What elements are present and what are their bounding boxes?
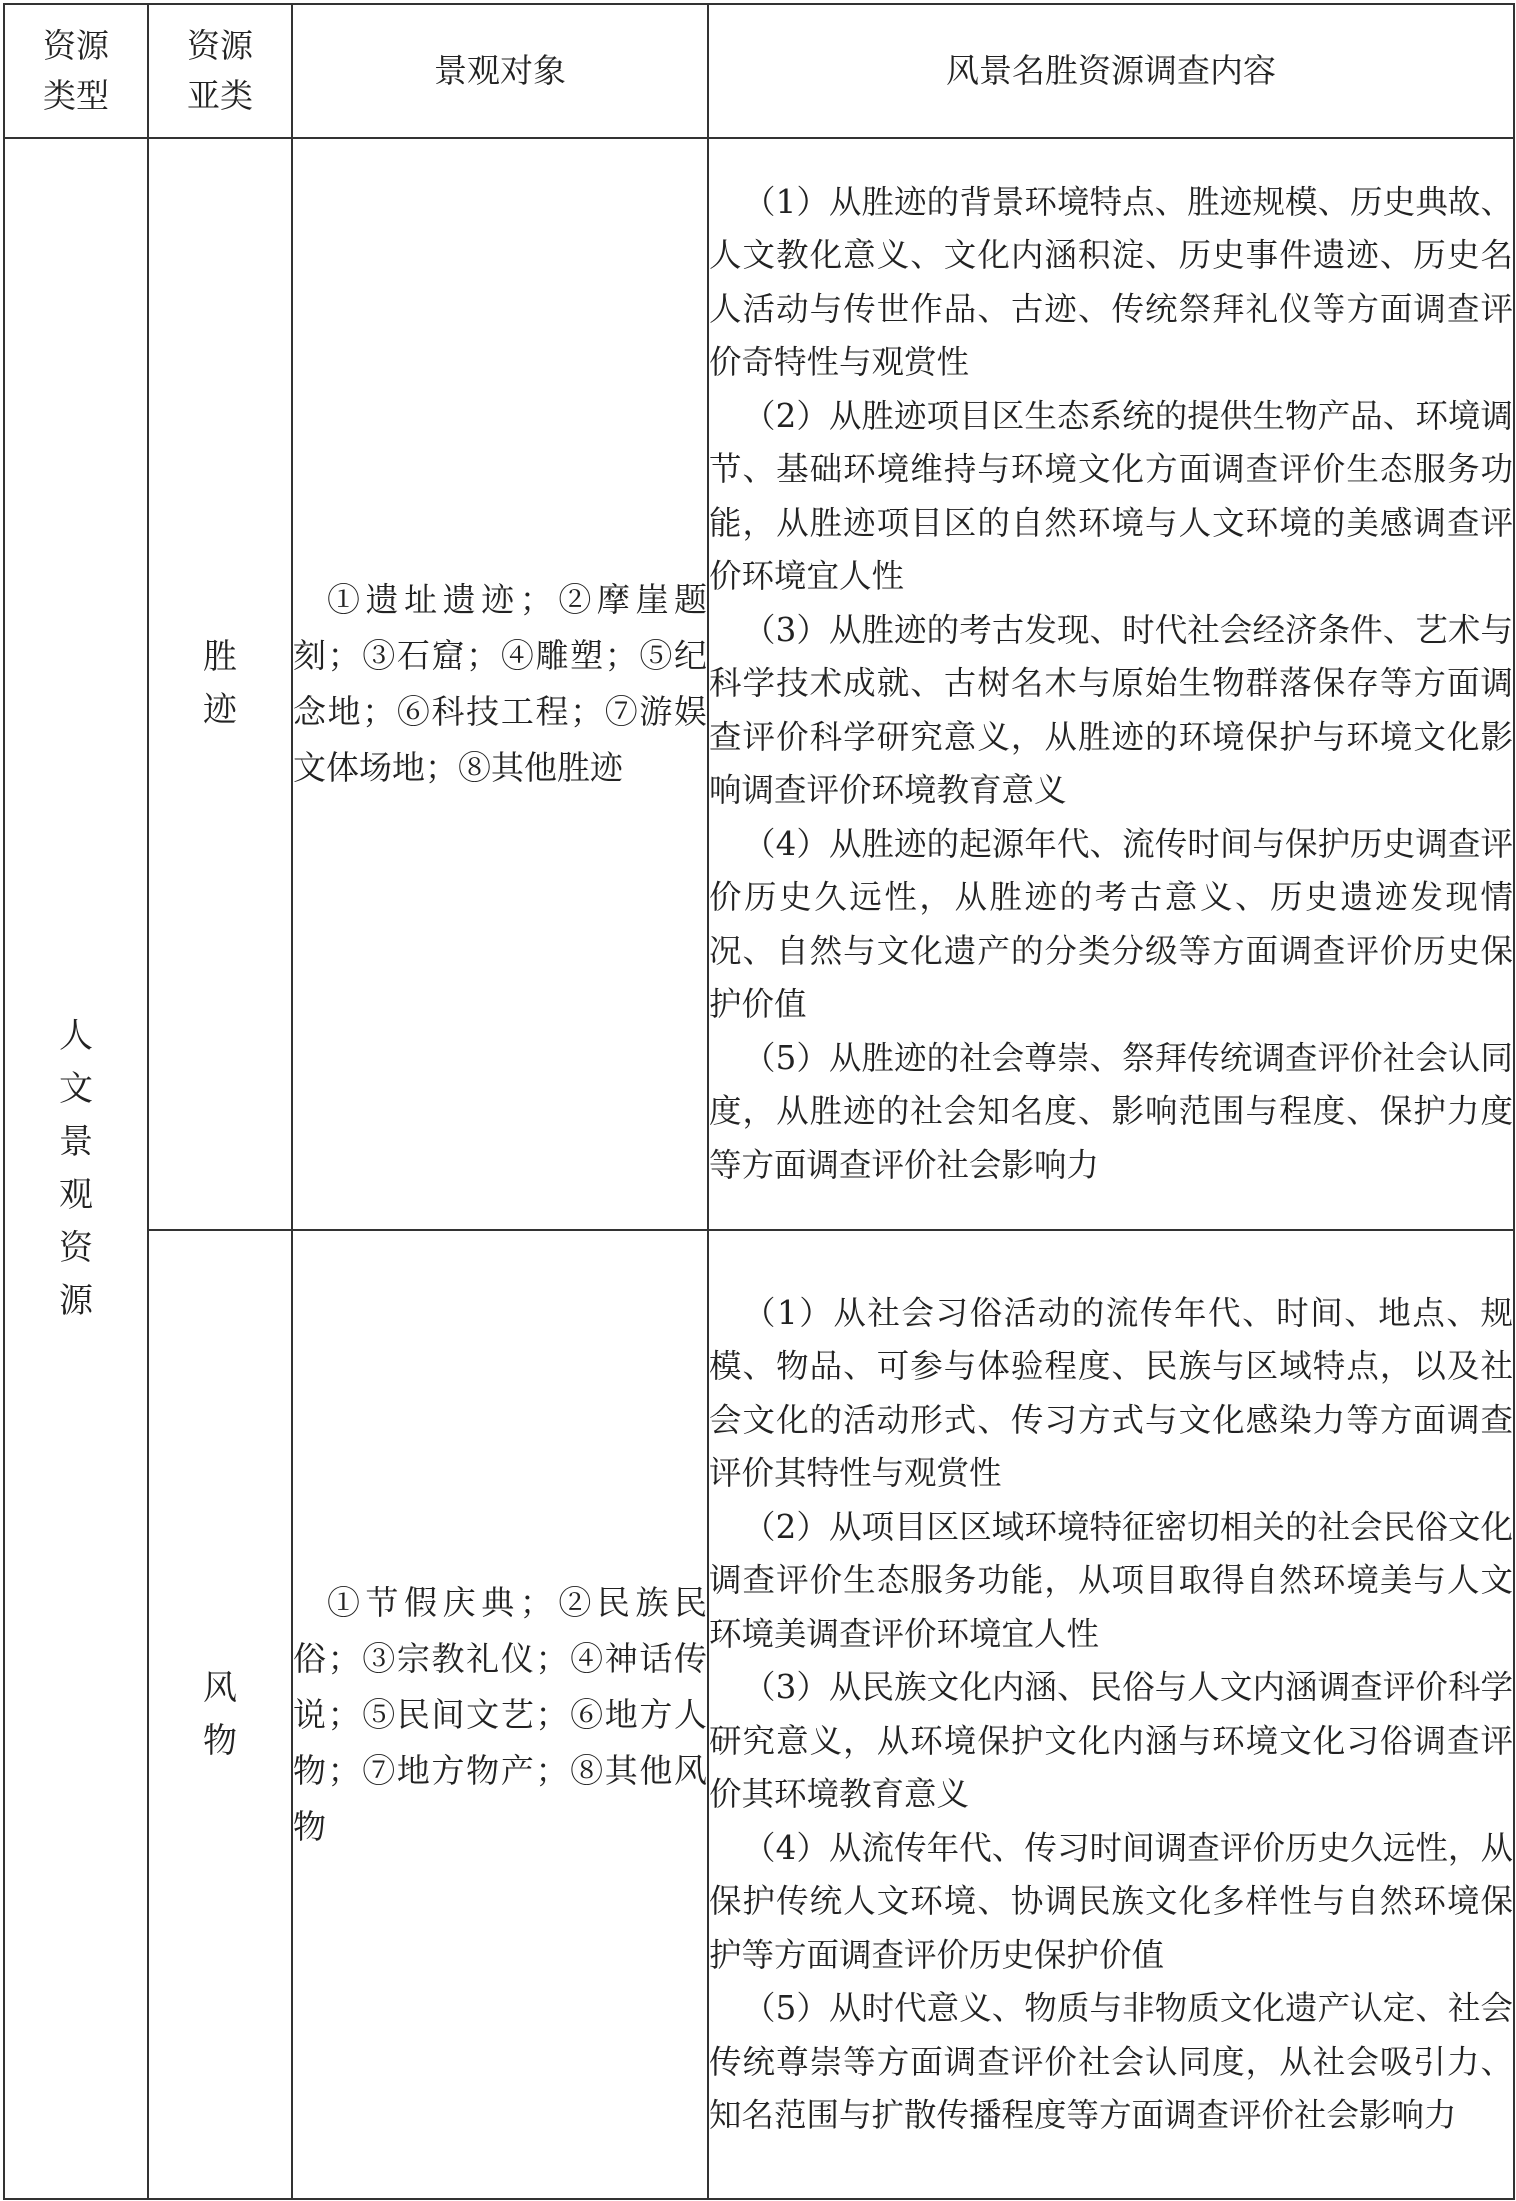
header-survey-content: 风景名胜资源调查内容 [708,4,1514,138]
content-paragraph: （5）从胜迹的社会尊崇、祭拜传统调查评价社会认同度，从胜迹的社会知名度、影响范围与程度、保护力度等方面调查评价社会影响力 [709,1038,1513,1184]
header-resource-subtype: 资源亚类 [148,4,292,138]
landscape-object-cell: ①遗址遗迹；②摩崖题刻；③石窟；④雕塑；⑤纪念地；⑥科技工程；⑦游娱文体场地；⑧其他胜迹 [292,138,708,1230]
resource-type-cell: 人文景观资源 [4,138,148,2199]
landscape-object-cell: ①节假庆典；②民族民俗；③宗教礼仪；④神话传说；⑤民间文艺；⑥地方人物；⑦地方物产；⑧其他风物 [292,1230,708,2199]
content-paragraph: （3）从胜迹的考古发现、时代社会经济条件、艺术与科学技术成就、古树名木与原始生物群落保存等方面调查评价科学研究意义，从胜迹的环境保护与环境文化影响调查评价环境教育意义 [709,610,1513,810]
header-landscape-object: 景观对象 [292,4,708,138]
table-row [4,1230,1514,2199]
subtype-cell: 风物 [148,1230,292,2199]
content-paragraph: （3）从民族文化内涵、民俗与人文内涵调查评价科学研究意义，从环境保护文化内涵与环境文化习俗调查评价其环境教育意义 [709,1668,1513,1813]
content-paragraph: （5）从时代意义、物质与非物质文化遗产认定、社会传统尊崇等方面调查评价社会认同度，从社会吸引力、知名范围与扩散传播程度等方面调查评价社会影响力 [709,1989,1513,2134]
survey-content-cell [708,1230,1514,2199]
header-row [4,4,1514,138]
header-resource-type: 资源类型 [4,4,148,138]
content-paragraph: （1）从胜迹的背景环境特点、胜迹规模、历史典故、人文教化意义、文化内涵积淀、历史事件遗迹、历史名人活动与传世作品、古迹、传统祭拜礼仪等方面调查评价奇特性与观赏性 [709,182,1513,382]
content-paragraph: （4）从流传年代、传习时间调查评价历史久远性，从保护传统人文环境、协调民族文化多样性与自然环境保护等方面调查评价历史保护价值 [709,1828,1513,1974]
survey-table [3,3,1515,2200]
content-paragraph: （1）从社会习俗活动的流传年代、时间、地点、规模、物品、可参与体验程度、民族与区域特点，以及社会文化的活动形式、传习方式与文化感染力等方面调查评价其特性与观赏性 [709,1293,1513,1492]
survey-content-cell [708,138,1514,1230]
content-paragraph: （2）从项目区区域环境特征密切相关的社会民俗文化调查评价生态服务功能，从项目取得自然环境美与人文环境美调查评价环境宜人性 [709,1507,1513,1653]
table-row [4,138,1514,1230]
content-paragraph: （2）从胜迹项目区生态系统的提供生物产品、环境调节、基础环境维持与环境文化方面调查评价生态服务功能，从胜迹项目区的自然环境与人文环境的美感调查评价环境宜人性 [709,396,1513,596]
subtype-cell: 胜迹 [148,138,292,1230]
content-paragraph: （4）从胜迹的起源年代、流传时间与保护历史调查评价历史久远性，从胜迹的考古意义、历史遗迹发现情况、自然与文化遗产的分类分级等方面调查评价历史保护价值 [709,824,1513,1024]
